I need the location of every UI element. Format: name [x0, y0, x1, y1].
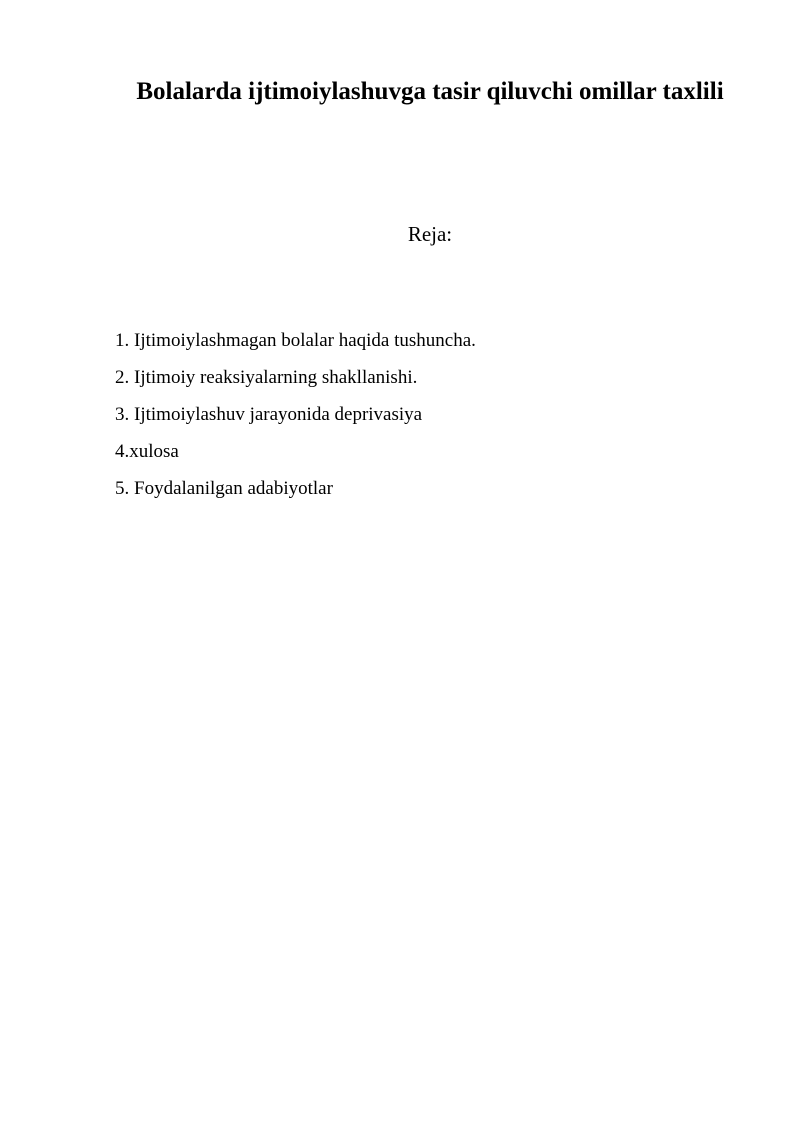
- document-title: Bolalarda ijtimoiylashuvga tasir qiluvchi omillar taxlili: [136, 78, 724, 105]
- plan-item: 5. Foydalanilgan adabiyotlar: [115, 478, 333, 499]
- plan-item: 3. Ijtimoiylashuv jarayonida deprivasiya: [115, 404, 423, 425]
- plan-item: 4.xulosa: [115, 441, 179, 462]
- plan-list: [115, 322, 476, 507]
- plan-item: 1. Ijtimoiylashmagan bolalar haqida tushuncha.: [115, 330, 476, 351]
- plan-heading: Reja:: [407, 222, 453, 246]
- plan-item: 2. Ijtimoiy reaksiyalarning shakllanishi.: [115, 367, 418, 388]
